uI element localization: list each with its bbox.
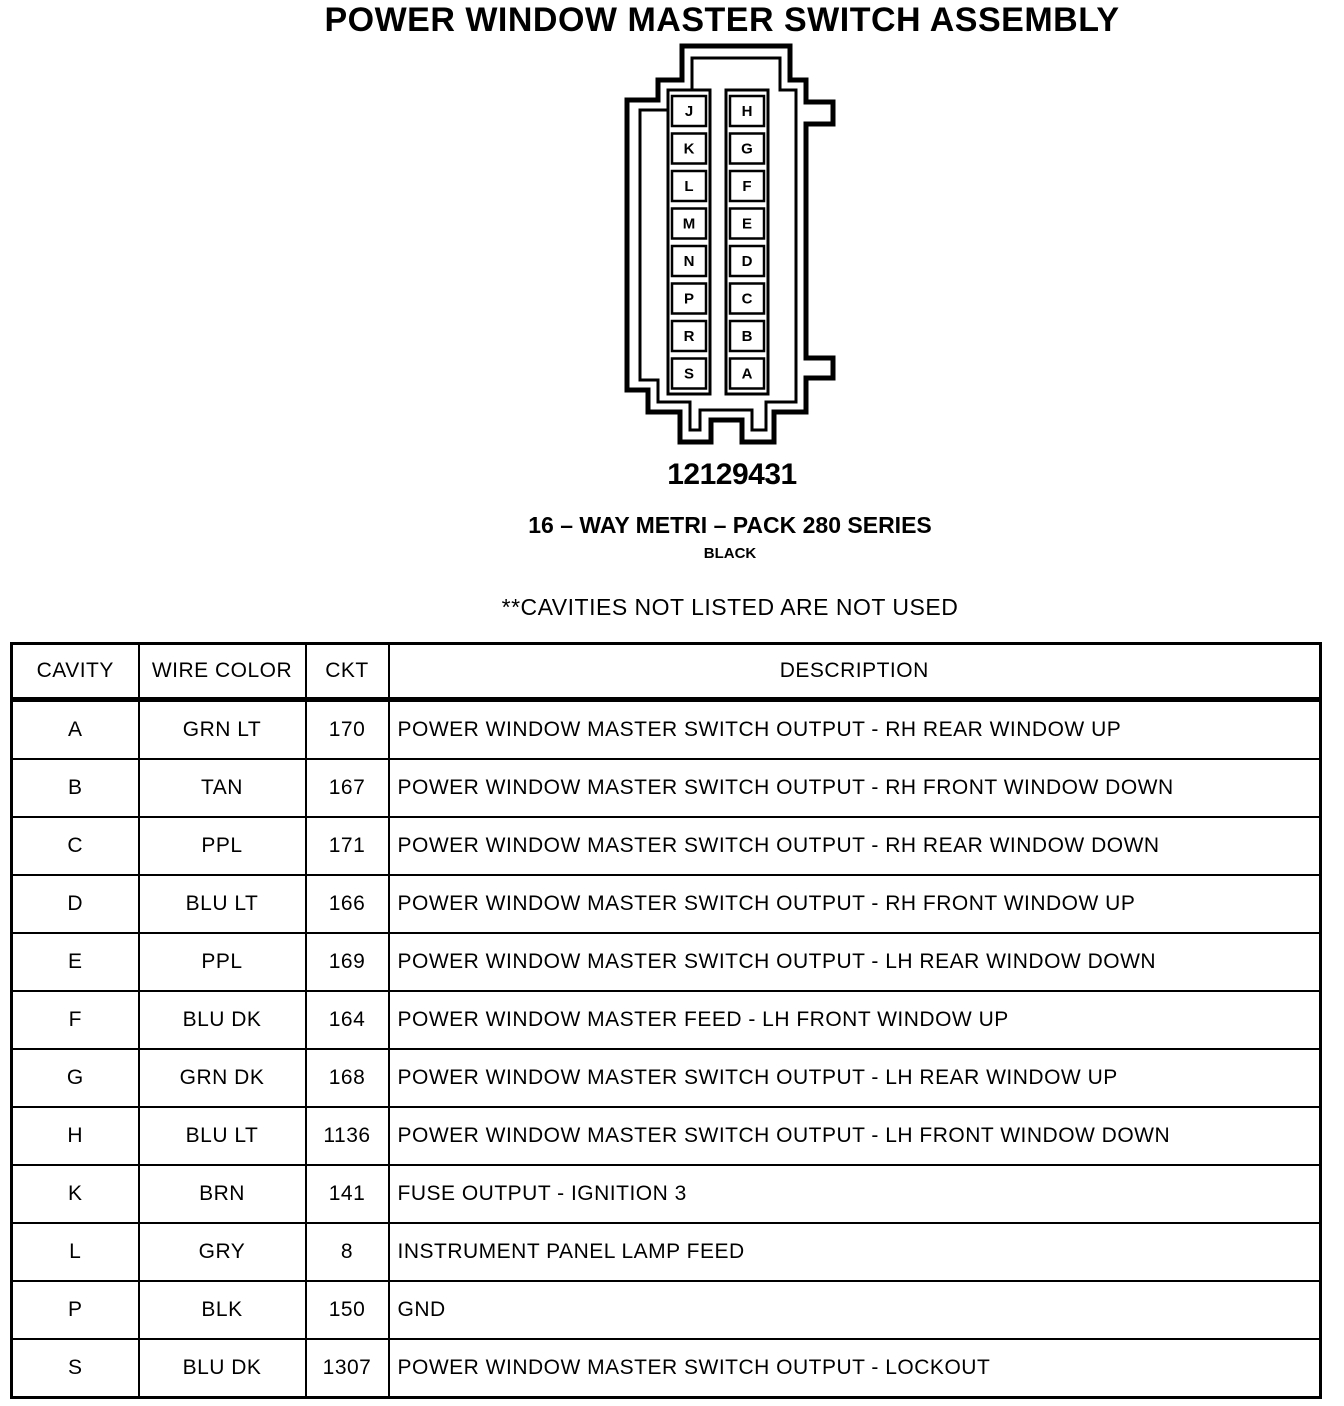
ckt-cell: 1136 <box>306 1107 389 1165</box>
pin-label: P <box>683 290 695 308</box>
wire-color-cell: PPL <box>139 933 306 991</box>
cavity-cell: B <box>12 759 139 817</box>
connector-part-number: 12129431 <box>667 458 797 491</box>
ckt-cell: 1307 <box>306 1339 389 1398</box>
table-row <box>12 1281 1321 1339</box>
ckt-cell: 167 <box>306 759 389 817</box>
header-cavity: CAVITY <box>12 644 139 700</box>
wire-color-cell: GRN DK <box>139 1049 306 1107</box>
cavity-cell: C <box>12 817 139 875</box>
cavity-cell: F <box>12 991 139 1049</box>
table-row <box>12 1049 1321 1107</box>
table-row <box>12 759 1321 817</box>
cavity-cell: S <box>12 1339 139 1398</box>
wire-color-cell: TAN <box>139 759 306 817</box>
connector-type: 16 – WAY METRI – PACK 280 SERIES <box>528 512 932 538</box>
cavity-cell: P <box>12 1281 139 1339</box>
pin-label: A <box>741 365 753 383</box>
description-cell: POWER WINDOW MASTER SWITCH OUTPUT - LH REAR WINDOW DOWN <box>389 933 1321 991</box>
wire-color-cell: BLK <box>139 1281 306 1339</box>
header-wire-color: WIRE COLOR <box>139 644 306 700</box>
pin-label: K <box>683 140 695 158</box>
table-row <box>12 933 1321 991</box>
pinout-table <box>10 642 1322 1399</box>
description-cell: POWER WINDOW MASTER SWITCH OUTPUT - LOCKOUT <box>389 1339 1321 1398</box>
ckt-cell: 171 <box>306 817 389 875</box>
table-header-row <box>12 644 1321 700</box>
wire-color-cell: BLU DK <box>139 1339 306 1398</box>
ckt-cell: 141 <box>306 1165 389 1223</box>
header-description: DESCRIPTION <box>389 644 1321 700</box>
wire-color-cell: GRY <box>139 1223 306 1281</box>
pin-label: S <box>683 365 695 383</box>
cavity-cell: H <box>12 1107 139 1165</box>
table-row <box>12 875 1321 933</box>
ckt-cell: 168 <box>306 1049 389 1107</box>
description-cell: POWER WINDOW MASTER SWITCH OUTPUT - LH FRONT WINDOW DOWN <box>389 1107 1321 1165</box>
table-row <box>12 1339 1321 1398</box>
cavity-cell: K <box>12 1165 139 1223</box>
wire-color-cell: BLU DK <box>139 991 306 1049</box>
description-cell: FUSE OUTPUT - IGNITION 3 <box>389 1165 1321 1223</box>
pin-label: E <box>741 215 753 233</box>
table-row <box>12 1107 1321 1165</box>
pin-label: M <box>682 215 696 233</box>
pin-label: B <box>741 328 753 345</box>
pin-label: R <box>683 328 695 345</box>
pin-label: G <box>741 140 753 158</box>
ckt-cell: 166 <box>306 875 389 933</box>
ckt-cell: 169 <box>306 933 389 991</box>
page-title: POWER WINDOW MASTER SWITCH ASSEMBLY <box>324 1 1120 39</box>
cavity-cell: L <box>12 1223 139 1281</box>
pin-label: F <box>742 178 752 195</box>
pin-label: L <box>684 178 694 195</box>
pin-label: J <box>684 103 694 120</box>
table-row <box>12 991 1321 1049</box>
ckt-cell: 164 <box>306 991 389 1049</box>
connector-inner-outline <box>640 58 796 430</box>
connector-diagram <box>600 38 850 448</box>
cavity-cell: G <box>12 1049 139 1107</box>
pin-label: C <box>741 290 753 308</box>
ckt-cell: 170 <box>306 700 389 760</box>
description-cell: POWER WINDOW MASTER FEED - LH FRONT WINDOW UP <box>389 991 1321 1049</box>
wire-color-cell: GRN LT <box>139 700 306 760</box>
wire-color-cell: BRN <box>139 1165 306 1223</box>
connector-color: BLACK <box>703 545 757 562</box>
header-ckt: CKT <box>306 644 389 700</box>
description-cell: POWER WINDOW MASTER SWITCH OUTPUT - RH REAR WINDOW DOWN <box>389 817 1321 875</box>
table-row <box>12 1165 1321 1223</box>
description-cell: INSTRUMENT PANEL LAMP FEED <box>389 1223 1321 1281</box>
ckt-cell: 150 <box>306 1281 389 1339</box>
ckt-cell: 8 <box>306 1223 389 1281</box>
description-cell: POWER WINDOW MASTER SWITCH OUTPUT - RH REAR WINDOW UP <box>389 700 1321 760</box>
pin-label: N <box>683 253 695 270</box>
wire-color-cell: BLU LT <box>139 1107 306 1165</box>
table-row <box>12 1223 1321 1281</box>
wire-color-cell: BLU LT <box>139 875 306 933</box>
description-cell: POWER WINDOW MASTER SWITCH OUTPUT - RH FRONT WINDOW DOWN <box>389 759 1321 817</box>
cavity-cell: A <box>12 700 139 760</box>
description-cell: POWER WINDOW MASTER SWITCH OUTPUT - LH REAR WINDOW UP <box>389 1049 1321 1107</box>
pin-label: H <box>741 103 753 120</box>
unused-cavities-note: **CAVITIES NOT LISTED ARE NOT USED <box>501 594 959 620</box>
description-cell: GND <box>389 1281 1321 1339</box>
cavity-cell: E <box>12 933 139 991</box>
cavity-cell: D <box>12 875 139 933</box>
table-row <box>12 700 1321 760</box>
description-cell: POWER WINDOW MASTER SWITCH OUTPUT - RH FRONT WINDOW UP <box>389 875 1321 933</box>
wire-color-cell: PPL <box>139 817 306 875</box>
table-row <box>12 817 1321 875</box>
pin-label: D <box>741 253 753 270</box>
